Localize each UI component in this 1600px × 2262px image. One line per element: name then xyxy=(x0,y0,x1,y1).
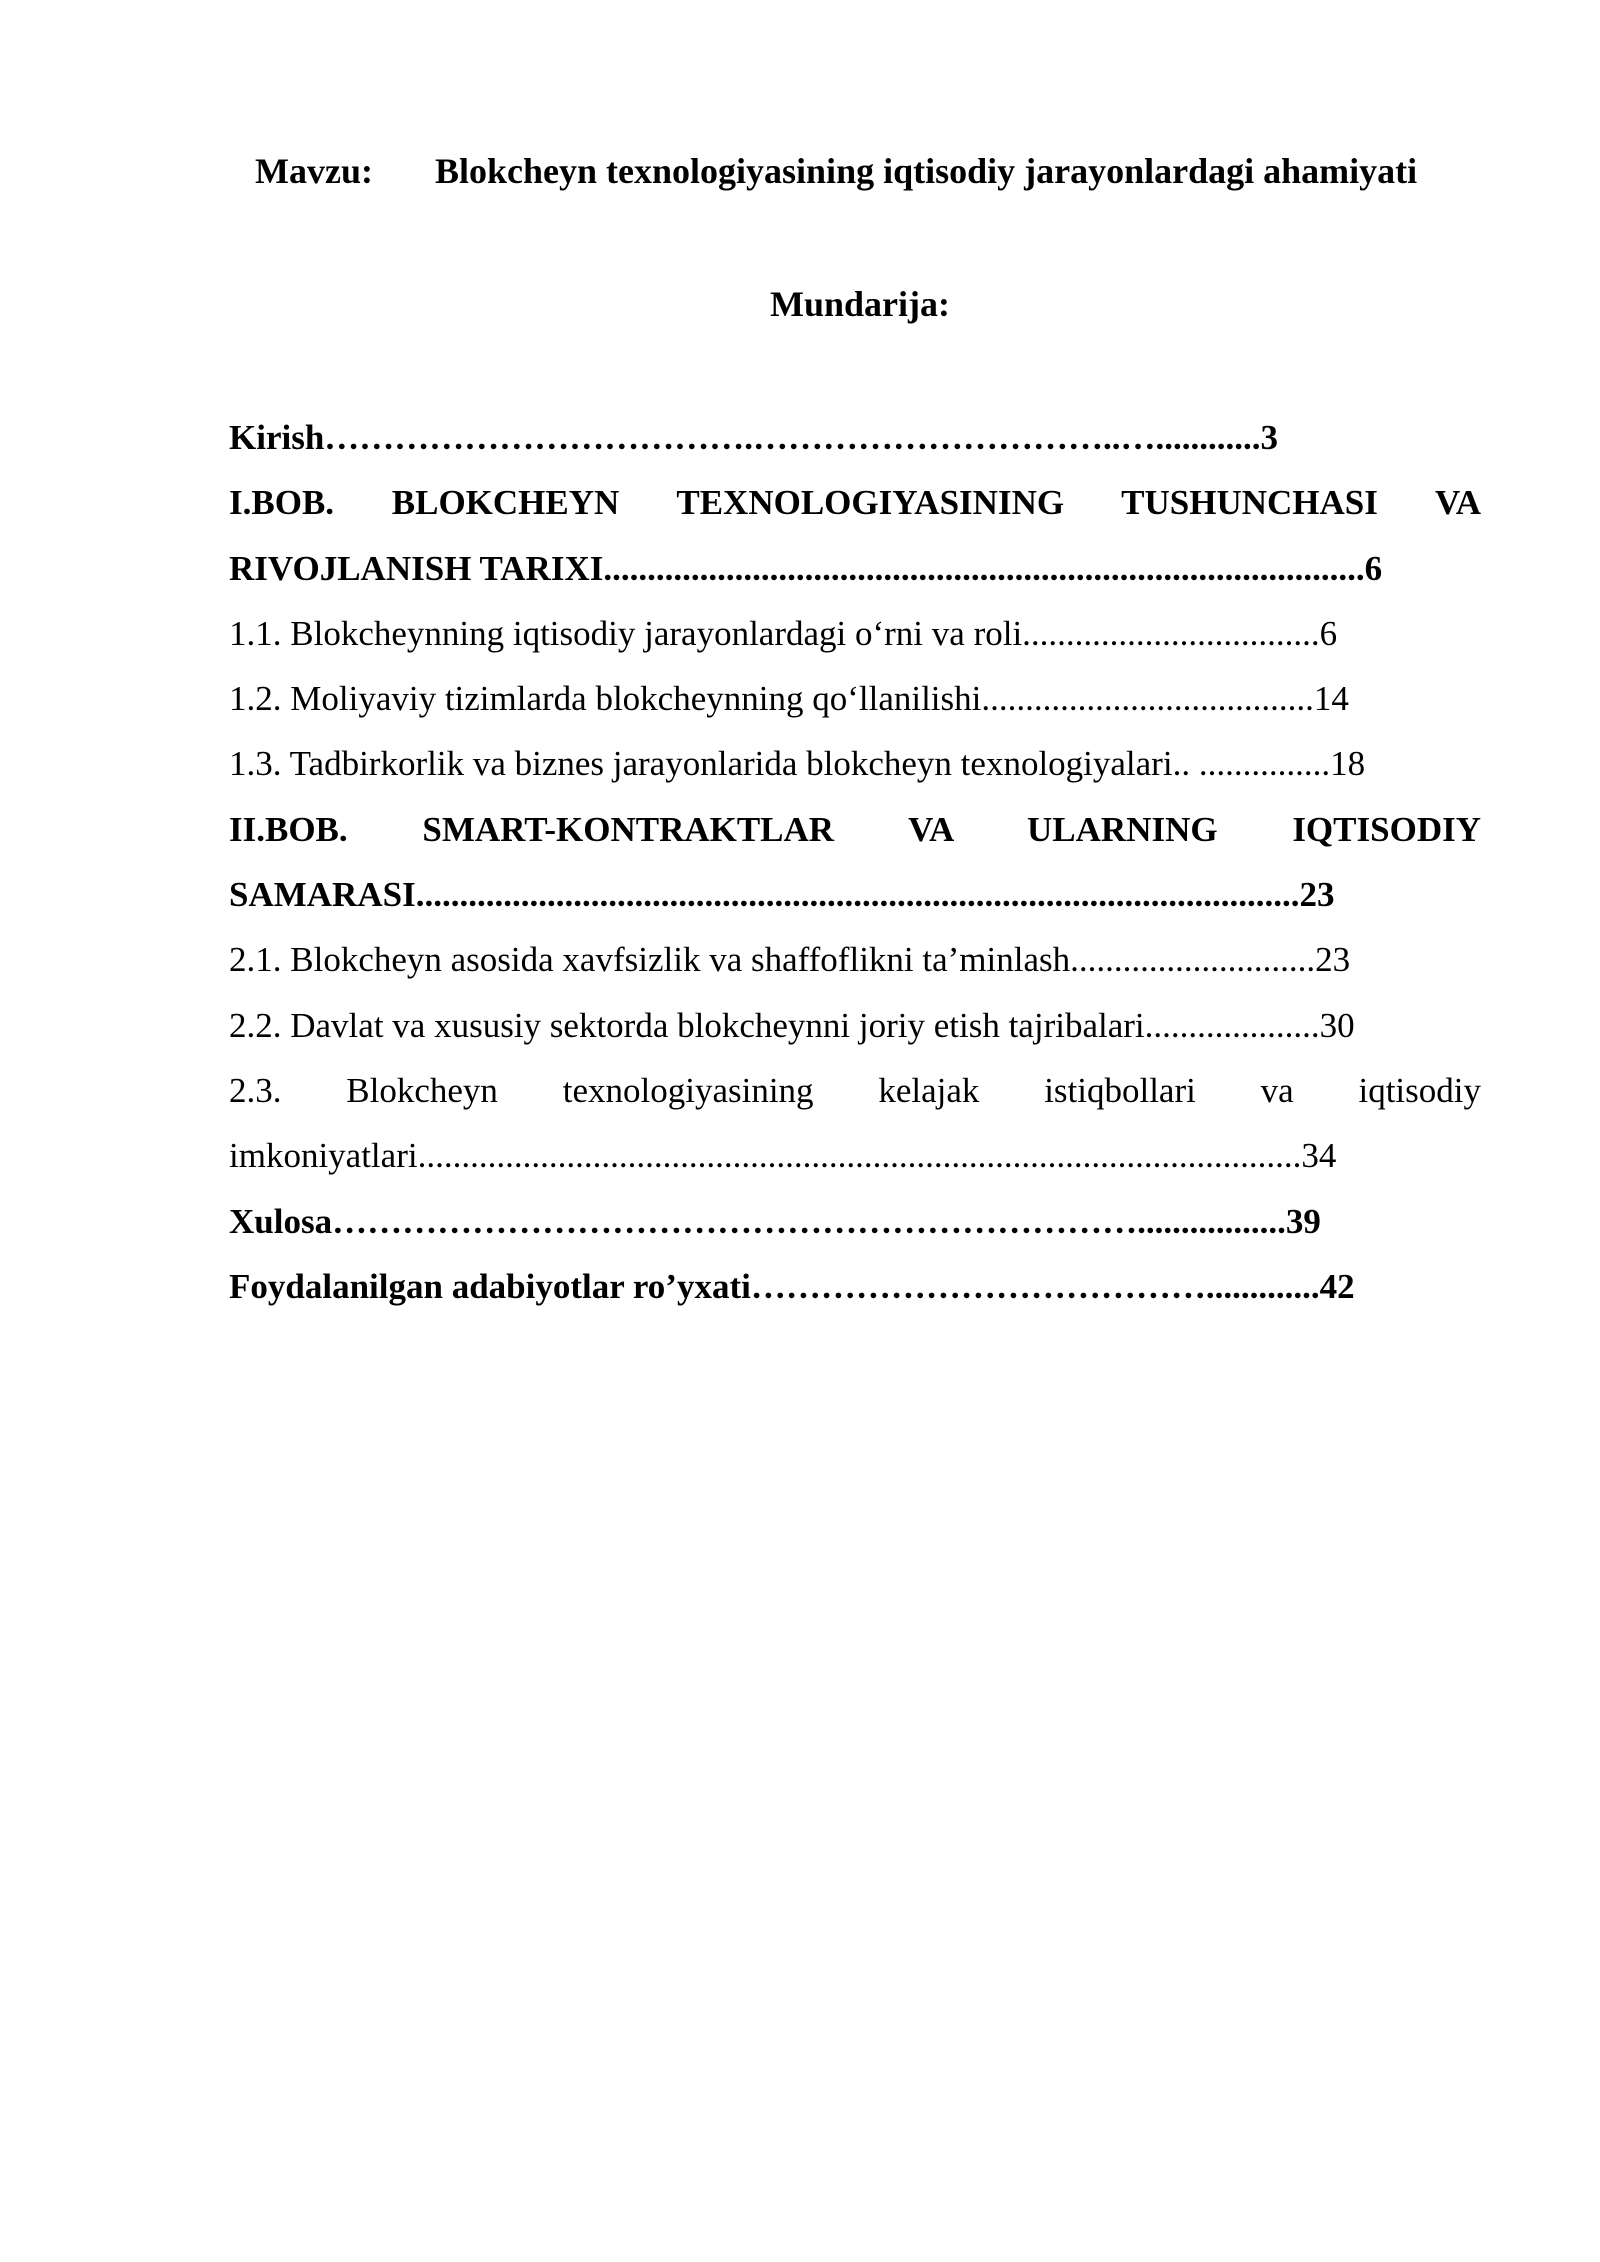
topic-label: Mavzu: xyxy=(255,151,373,191)
toc-entry-chapter-1-title: I.BOB. BLOKCHEYN TEXNOLOGIYASINING TUSHUNCHASI VA xyxy=(229,483,1481,523)
table-of-contents xyxy=(229,405,1481,1319)
toc-entry-2-3-cont: imkoniyatlari.....................................................................................................34 xyxy=(229,1136,1337,1176)
toc-entry-chapter-1-title-cont: RIVOJLANISH TARIXI.......................................................................................6 xyxy=(229,548,1383,588)
toc-entry-2-3: 2.3. Blokcheyn texnologiyasining kelajak istiqbollari va iqtisodiy xyxy=(229,1070,1481,1110)
toc-entry-xulosa: Xulosa…………………………………………………………….................39 xyxy=(229,1201,1321,1241)
toc-heading: Mundarija: xyxy=(770,284,950,324)
toc-entry-kirish: Kirish……………………………….…………………………..…............3 xyxy=(229,418,1279,457)
toc-entry-1-1: 1.1. Blokcheynning iqtisodiy jarayonlardagi o‘rni va roli..................................6 xyxy=(229,613,1338,653)
toc-entry-chapter-2-title: II.BOB. SMART-KONTRAKTLAR VA ULARNING IQTISODIY xyxy=(229,809,1481,849)
toc-entry-2-1: 2.1. Blokcheyn asosida xavfsizlik va shaffoflikni ta’minlash............................23 xyxy=(229,940,1351,980)
toc-entry-1-3: 1.3. Tadbirkorlik va biznes jarayonlarida blokcheyn texnologiyalari.. ...............18 xyxy=(229,744,1366,784)
toc-entry-1-2: 1.2. Moliyaviy tizimlarda blokcheynning qo‘llanilishi......................................14 xyxy=(229,679,1349,719)
topic-title: Blokcheyn texnologiyasining iqtisodiy jarayonlardagi ahamiyati xyxy=(435,151,1418,191)
toc-entry-2-2: 2.2. Davlat va xususiy sektorda blokcheynni joriy etish tajribalari....................30 xyxy=(229,1005,1355,1045)
topic-line xyxy=(255,150,1417,192)
toc-entry-chapter-2-title-cont: SAMARASI.....................................................................................................23 xyxy=(229,875,1335,915)
toc-entry-references: Foydalanilgan adabiyotlar ro’yxati………………………………….............42 xyxy=(229,1266,1355,1306)
